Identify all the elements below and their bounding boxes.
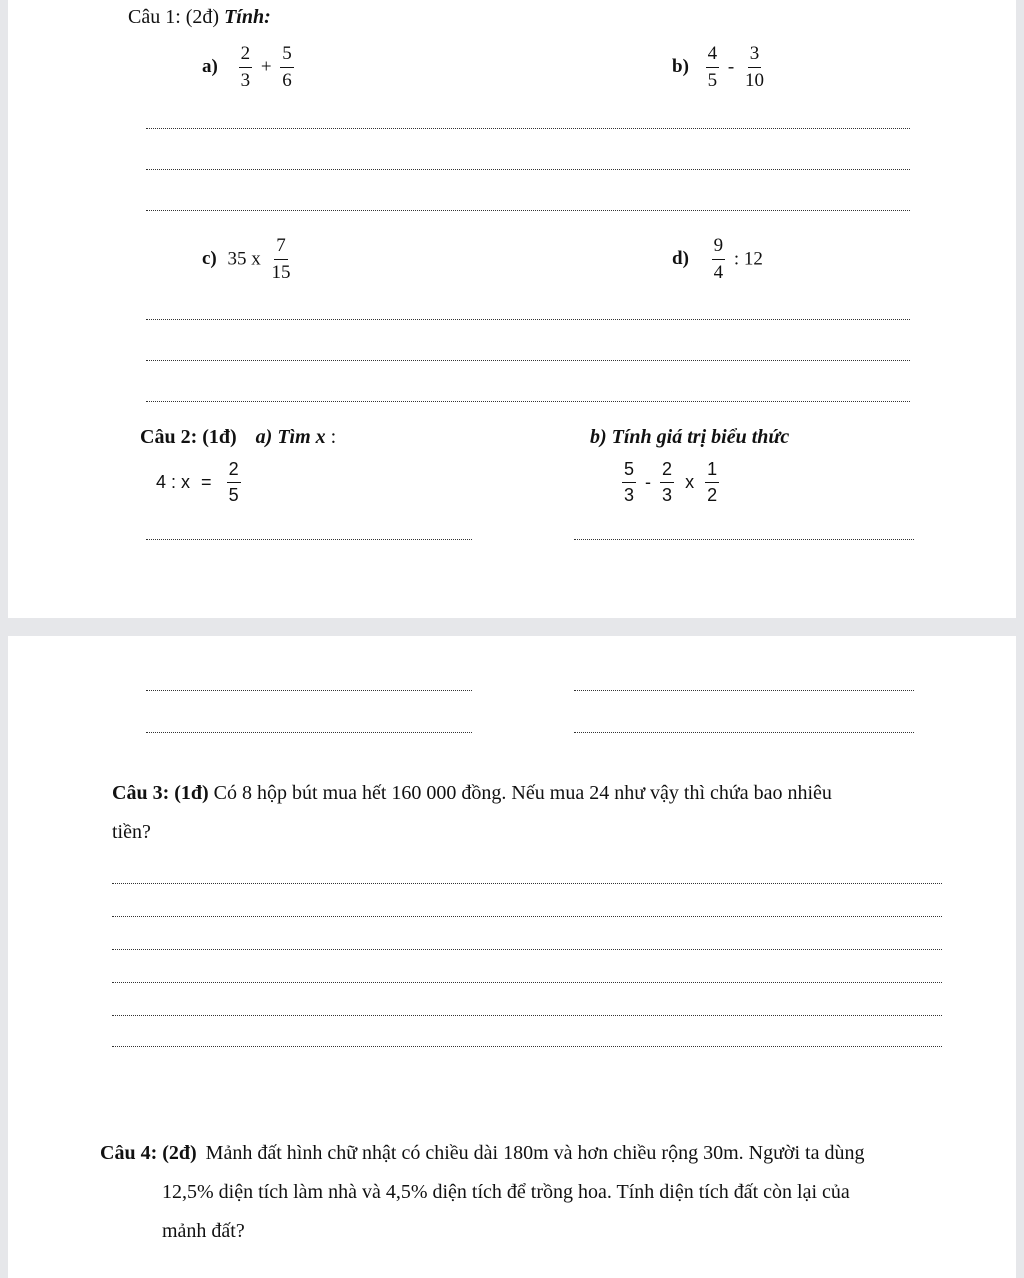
question-2-part-a: a) Tìm x <box>255 426 326 448</box>
question-3-text-continued: tiền? <box>112 821 151 843</box>
answer-line <box>112 982 942 983</box>
question-4-text-1: Mảnh đất hình chữ nhật có chiều dài 180m và hơn chiều rộng 30m. Người ta dùng <box>205 1142 865 1164</box>
fraction: $\frac{5}{3}$ <box>624 459 635 505</box>
question-4-line-2: 12,5% diện tích làm nhà và 4,5% diện tích để trồng hoa. Tính diện tích đất còn lại của <box>162 1181 850 1203</box>
question-4-line-3: mảnh đất? <box>162 1220 245 1242</box>
answer-line <box>146 401 910 402</box>
question-3 <box>112 782 832 805</box>
answer-line <box>112 1046 942 1047</box>
answer-line <box>146 539 472 540</box>
operator: - <box>727 56 735 78</box>
question-2-part-a-colon: : <box>330 426 337 448</box>
question-2-title: Câu 2: (1đ) <box>140 426 237 448</box>
fraction: $\frac{1}{2}$ <box>707 459 718 505</box>
question-1-title: Câu 1: (2đ) <box>128 6 220 28</box>
exercise-1c <box>202 236 297 283</box>
exercise-1c-prefix: 35 x <box>227 248 261 270</box>
exercise-1b <box>672 44 770 91</box>
equation-left: 4 : x <box>156 471 191 492</box>
equation-sign: = <box>201 471 212 492</box>
question-1-instruction: Tính: <box>224 6 271 28</box>
answer-line <box>574 539 914 540</box>
answer-line <box>146 690 472 691</box>
question-2b-expression <box>618 460 723 505</box>
worksheet-page-1 <box>8 0 1016 618</box>
operator: x <box>685 471 695 492</box>
worksheet-page-2 <box>8 636 1016 1278</box>
fraction: $\frac{9}{4}$ <box>713 235 724 283</box>
fraction: $\frac{2}{3}$ <box>240 43 251 91</box>
answer-line <box>574 732 914 733</box>
fraction: $\frac{2}{5}$ <box>228 459 239 505</box>
answer-line <box>146 319 910 320</box>
fraction: $\frac{2}{3}$ <box>662 459 673 505</box>
exercise-1a <box>202 44 298 91</box>
exercise-1a-label: a) <box>202 56 218 78</box>
answer-line <box>146 169 910 170</box>
operator: + <box>260 56 272 78</box>
operator: - <box>645 471 652 492</box>
question-2-heading <box>140 426 336 449</box>
answer-line <box>146 360 910 361</box>
answer-line <box>112 1015 942 1016</box>
fraction: $\frac{5}{6}$ <box>282 43 292 91</box>
question-3-title: Câu 3: (1đ) <box>112 782 209 804</box>
question-2a-equation <box>156 460 245 505</box>
exercise-1d-suffix: : 12 <box>733 248 763 270</box>
question-4-title: Câu 4: (2đ) <box>100 1142 197 1164</box>
top-cut-line <box>428 0 728 6</box>
answer-line <box>112 916 942 917</box>
question-4-line-1 <box>100 1142 864 1165</box>
question-2-part-b: b) Tính giá trị biểu thức <box>590 426 790 448</box>
fraction: $\frac{4}{5}$ <box>707 43 718 91</box>
exercise-1d <box>672 236 763 283</box>
answer-line <box>574 690 914 691</box>
fraction: $\frac{7}{15}$ <box>271 235 291 283</box>
fraction: $\frac{3}{10}$ <box>744 43 764 91</box>
question-3-text: Có 8 hộp bút mua hết 160 000 đồng. Nếu mua 24 như vậy thì chứa bao nhiêu <box>213 782 832 804</box>
exercise-1b-label: b) <box>672 56 689 78</box>
answer-line <box>112 949 942 950</box>
question-1-heading <box>128 6 271 29</box>
exercise-1d-label: d) <box>672 248 689 270</box>
answer-line <box>146 128 910 129</box>
exercise-1c-label: c) <box>202 248 217 270</box>
answer-line <box>146 210 910 211</box>
answer-line <box>146 732 472 733</box>
answer-line <box>112 883 942 884</box>
